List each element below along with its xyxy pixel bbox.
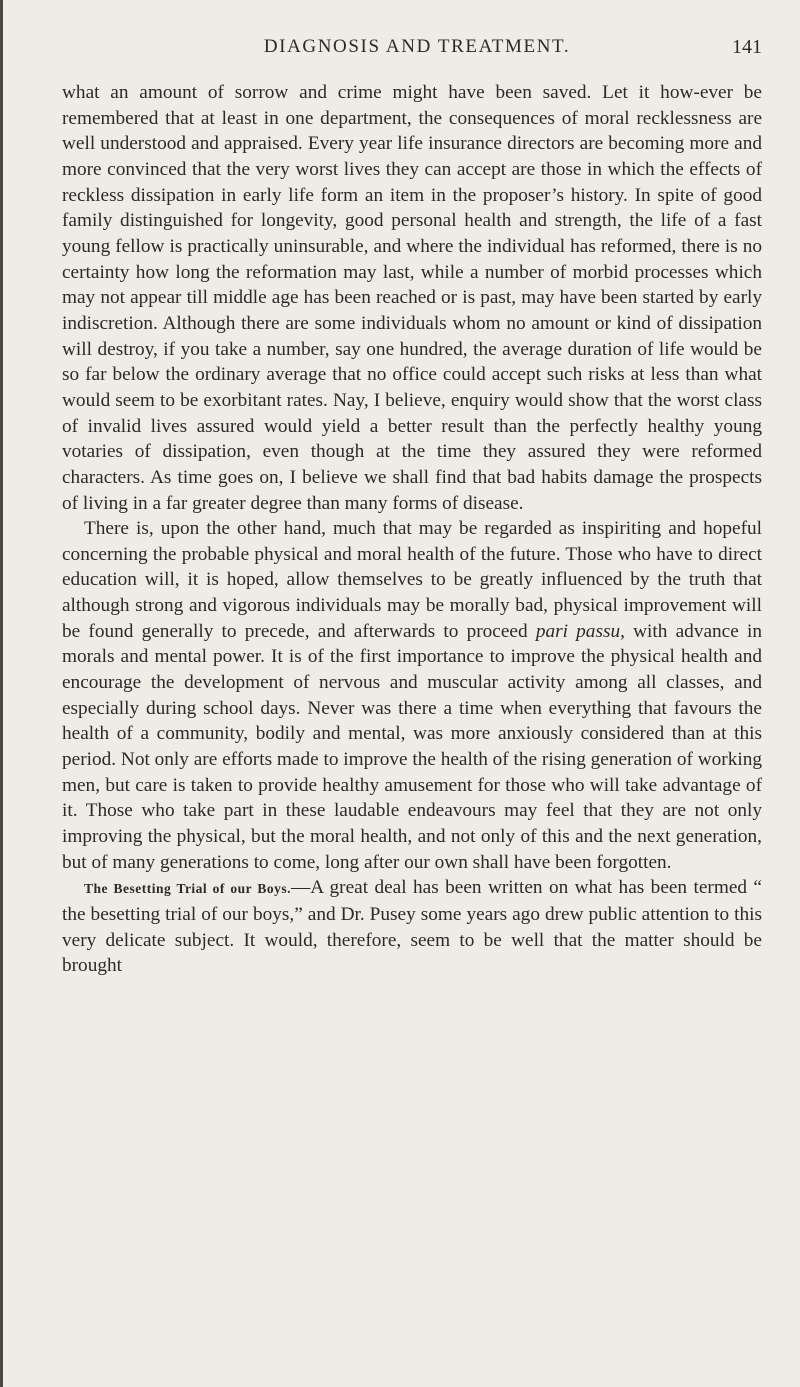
body-text xyxy=(62,80,762,979)
paragraph-2-text-before: There is, upon the other hand, much that may be regarded as inspiriting and hopeful concerning the probable physical and moral health of the future. Those who have to direct education will, it is hoped, allow themselves to be greatly influenced by the truth that although strong and vigorous individuals may be morally bad, physical improvement will be found generally to precede, and afterwards to proceed xyxy=(62,518,762,642)
paragraph-3-text: —A great deal has been written on what has been termed “ the besetting trial of our boys,” and Dr. Pusey some years ago drew public attention to this very delicate subject. It would, therefore, seem to be well that the matter should be brought xyxy=(62,877,762,977)
page-header xyxy=(62,36,762,66)
paragraph-1 xyxy=(62,80,762,516)
page-number: 141 xyxy=(732,36,762,58)
paragraph-2-text-after: with advance in morals and mental power. It is of the first importance to improve the physical health and encourage the development of nervous and muscular activity among all classes, and especially during school days. Never was there a time when everything that favours the health of a community, bodily and mental, was more anxiously considered than at this period. Not only are efforts made to improve the health of the rising generation of working men, but care is taken to provide healthy amusement for those who will take advantage of it. Those who take part in these laudable endeavours may feel that they are not only improving the physical, but the moral health, and not only of this and the next generation, but of many generations to come, long after our own shall have been forgotten. xyxy=(62,620,762,873)
page-edge xyxy=(0,0,3,1387)
section-sidehead: The Besetting Trial of our Boys. xyxy=(84,881,291,897)
paragraph-1-text: what an amount of sorrow and crime might have been saved. Let it how-ever be remembered that at least in one department, the consequences of moral recklessness are well understood and appraised. Every year life insurance directors are becoming more and more convinced that the very worst lives they can accept are those in which the effects of reckless dissipation in early life form an item in the proposer’s history. In spite of good family distinguished for longevity, good personal health and strength, the life of a fast young fellow is practically uninsurable, and where the individual has reformed, there is no certainty how long the reformation may last, while a number of morbid processes which may not appear till middle age has been reached or is past, may have been started by early indiscretion. Although there are some individuals whom no amount or kind of dissipation will destroy, if you take a number, say one hundred, the average duration of life would be so far below the ordinary average that no office could accept such risks at less than what would seem to be exorbitant rates. Nay, I believe, enquiry would show that the worst class of invalid lives assured would yield a better result than the perfectly healthy young votaries of dissipation, even though at the time they assured they were reformed characters. As time goes on, I believe we shall find that bad habits damage the prospects of living in a far greater degree than many forms of disease. xyxy=(62,82,762,514)
paragraph-2 xyxy=(62,516,762,875)
running-head: DIAGNOSIS AND TREATMENT. xyxy=(263,36,571,57)
italic-phrase: pari passu, xyxy=(535,620,625,642)
paragraph-3 xyxy=(62,875,762,979)
